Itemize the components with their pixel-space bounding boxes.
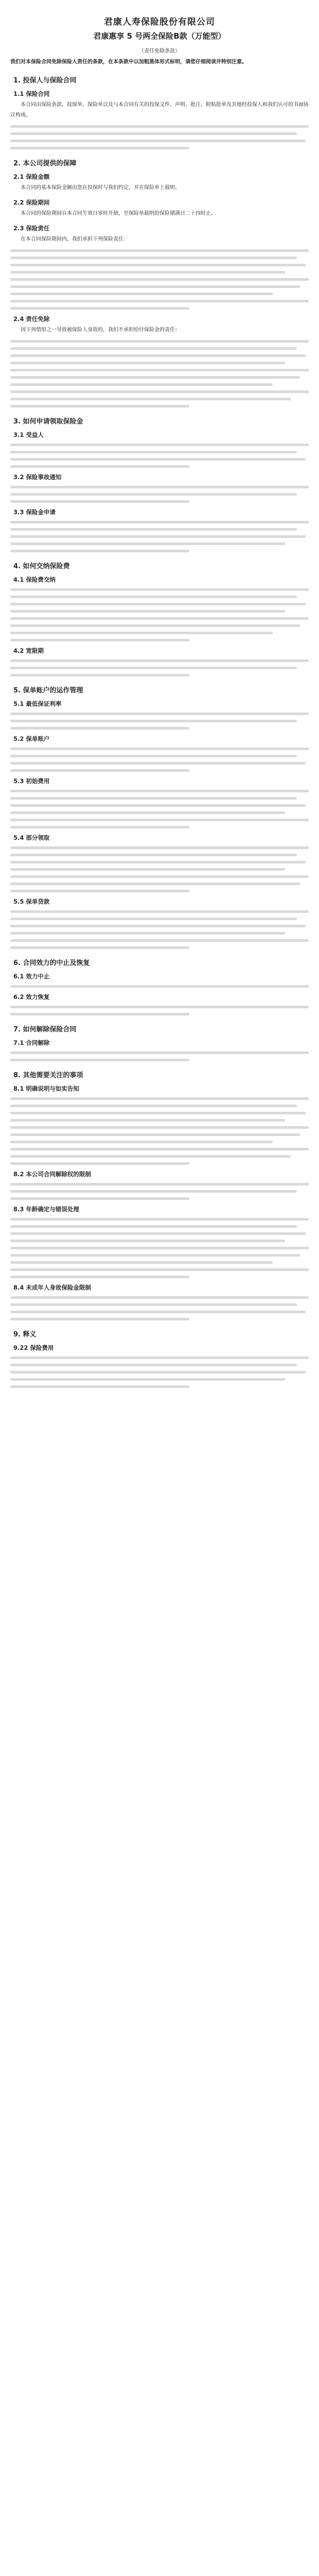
text-line <box>10 875 309 878</box>
text-line <box>10 790 309 792</box>
text-line <box>10 528 297 531</box>
text-line <box>10 1364 297 1366</box>
chapter-heading: 6. 合同效力的中止及恢复 <box>13 959 90 967</box>
text-line <box>10 1126 309 1129</box>
text-line <box>10 667 297 669</box>
text-line <box>10 939 309 942</box>
article-heading: 3.3 保险金申请 <box>13 508 56 516</box>
text-line <box>10 1133 300 1136</box>
text-line <box>10 1357 309 1359</box>
illegible-text-block <box>10 444 309 468</box>
text-line <box>10 854 297 856</box>
text-line <box>10 811 285 814</box>
text-line <box>10 376 300 379</box>
chapter-heading: 3. 如何申请领取保险金 <box>13 417 83 426</box>
text-line <box>10 278 309 281</box>
text-line <box>10 451 297 453</box>
paragraph: 本合同的保险期间自本合同生效日零时开始，至保险单载明的保险期满日二十四时止。 <box>21 210 216 216</box>
text-line <box>10 249 309 252</box>
text-line <box>10 1097 309 1100</box>
text-line <box>10 946 189 949</box>
text-line <box>10 125 309 128</box>
text-line <box>10 1240 285 1242</box>
text-line <box>10 819 309 821</box>
text-line <box>10 285 300 288</box>
illegible-text-block <box>10 486 309 503</box>
text-line <box>10 458 306 461</box>
text-line <box>10 1218 309 1221</box>
chapter-heading: 4. 如何交纳保险费 <box>13 562 70 570</box>
text-line <box>10 596 297 598</box>
text-line <box>10 1276 189 1278</box>
text-line <box>10 659 309 662</box>
text-line <box>10 610 285 613</box>
article-heading: 8.1 明确说明与如实告知 <box>13 1084 79 1092</box>
text-line <box>10 588 309 591</box>
illegible-text-block <box>10 340 309 408</box>
article-heading: 2.1 保险金额 <box>13 173 50 180</box>
text-line <box>10 140 306 142</box>
illegible-text-block <box>10 125 309 149</box>
article-heading: 6.1 效力中止 <box>13 972 50 980</box>
text-line <box>10 925 306 927</box>
text-line <box>10 543 285 545</box>
text-line <box>10 1311 306 1313</box>
text-line <box>10 1247 309 1249</box>
text-line <box>10 1225 297 1228</box>
text-line <box>10 1268 309 1271</box>
text-line <box>10 486 309 488</box>
article-heading: 9.22 保险费用 <box>13 1344 54 1351</box>
chapter-heading: 1. 投保人与保险合同 <box>13 76 77 84</box>
document-body <box>10 75 309 1388</box>
text-line <box>10 918 297 920</box>
text-line <box>10 910 309 913</box>
product-title: 君康惠享 5 号两全保险B款（万能型） <box>93 31 226 41</box>
text-line <box>10 465 189 468</box>
clause-note: （责任免除条款） <box>139 48 180 54</box>
text-line <box>10 300 309 302</box>
text-line <box>10 1162 189 1165</box>
illegible-text-block <box>10 790 309 828</box>
text-line <box>10 713 309 715</box>
article-heading: 8.2 本公司合同解除权的限制 <box>13 1170 91 1178</box>
text-line <box>10 271 285 274</box>
text-line <box>10 1013 189 1015</box>
text-line <box>10 362 285 364</box>
text-line <box>10 307 189 310</box>
text-line <box>10 293 273 295</box>
text-line <box>10 846 309 849</box>
text-line <box>10 868 285 871</box>
text-line <box>10 755 297 757</box>
text-line <box>10 1190 297 1193</box>
chapter-heading: 8. 其他需要关注的事项 <box>13 1071 83 1079</box>
article-heading: 2.2 保险期间 <box>13 198 50 206</box>
article-heading: 2.3 保险责任 <box>13 224 50 232</box>
text-line <box>10 391 309 393</box>
text-line <box>10 769 189 772</box>
text-line <box>10 826 189 828</box>
text-line <box>10 264 306 266</box>
illegible-text-block <box>10 846 309 892</box>
text-line <box>10 1112 306 1114</box>
text-line <box>10 1232 306 1235</box>
text-line <box>10 632 273 634</box>
article-heading: 3.2 保险事故通知 <box>13 473 62 481</box>
text-line <box>10 617 309 620</box>
text-line <box>10 369 309 371</box>
text-line <box>10 1052 309 1054</box>
article-heading: 3.1 受益人 <box>13 431 44 438</box>
text-line <box>10 985 309 988</box>
paragraph: 因下列情形之一导致被保险人身故的，我们不承担给付保险金的责任： <box>21 327 180 333</box>
article-heading: 5.4 部分领取 <box>13 834 50 841</box>
text-line <box>10 762 306 765</box>
text-line <box>10 340 309 343</box>
text-line <box>10 1318 189 1320</box>
text-line <box>10 1059 189 1061</box>
text-line <box>10 1371 306 1374</box>
text-line <box>10 535 306 538</box>
article-heading: 4.2 宽限期 <box>13 647 44 654</box>
article-heading: 6.2 效力恢复 <box>13 993 50 1001</box>
text-line <box>10 603 306 605</box>
text-line <box>10 405 189 408</box>
text-line <box>10 257 297 259</box>
illegible-text-block <box>10 1006 309 1015</box>
text-line <box>10 1148 309 1150</box>
company-title: 君康人寿保险股份有限公司 <box>104 17 215 27</box>
text-line <box>10 674 189 676</box>
text-line <box>10 521 309 523</box>
article-heading: 4.1 保险费交纳 <box>13 575 56 583</box>
text-line <box>10 1261 273 1264</box>
article-heading: 5.3 初始费用 <box>13 777 50 785</box>
article-heading: 8.3 年龄确定与错误处理 <box>13 1205 79 1213</box>
illegible-text-block <box>10 1183 309 1200</box>
text-line <box>10 444 309 446</box>
text-line <box>10 147 189 149</box>
illegible-text-block <box>10 910 309 949</box>
text-line <box>10 1303 297 1306</box>
paragraph: 本合同由保险条款、投保单、保险单以及与本合同有关的投保文件、声明、批注、附贴批单及其他经投保人和我们认可的书面协议构成。 <box>10 101 309 118</box>
chapter-heading: 9. 释义 <box>13 1330 37 1338</box>
text-line <box>10 500 189 503</box>
article-heading: 2.4 责任免除 <box>13 315 50 323</box>
text-line <box>10 861 306 863</box>
article-heading: 5.1 最低保证利率 <box>13 700 62 707</box>
article-heading: 1.1 保险合同 <box>13 90 50 97</box>
illegible-text-block <box>10 1296 309 1320</box>
text-line <box>10 1105 297 1107</box>
intro-notice: 我们对本保险合同免除保险人责任的条款，在本条款中以加粗黑体形式标明，请您仔细阅读并特别注意。 <box>10 59 247 65</box>
illegible-text-block <box>10 659 309 676</box>
text-line <box>10 1141 273 1143</box>
illegible-text-block <box>10 1357 309 1388</box>
text-line <box>10 1385 189 1388</box>
text-line <box>10 1254 300 1257</box>
text-line <box>10 1119 285 1122</box>
text-line <box>10 748 309 750</box>
text-line <box>10 890 189 892</box>
chapter-heading: 5. 保单账户的运作管理 <box>13 686 83 694</box>
text-line <box>10 639 189 641</box>
illegible-text-block <box>10 521 309 552</box>
text-line <box>10 797 297 800</box>
text-line <box>10 1006 309 1008</box>
text-line <box>10 804 306 807</box>
text-line <box>10 1378 285 1381</box>
text-line <box>10 354 306 357</box>
illegible-text-block <box>10 713 309 730</box>
article-heading: 7.1 合同解除 <box>13 1039 50 1046</box>
text-line <box>10 1197 189 1200</box>
illegible-text-block <box>10 249 309 310</box>
text-line <box>10 493 297 496</box>
text-line <box>10 727 189 730</box>
article-heading: 8.4 未成年人身故保险金限制 <box>13 1283 91 1291</box>
paragraph: 本合同的基本保险金额由您在投保时与我们约定，并在保险单上载明。 <box>21 184 180 191</box>
text-line <box>10 1183 309 1185</box>
chapter-heading: 7. 如何解除保险合同 <box>13 1025 77 1033</box>
illegible-text-block <box>10 588 309 641</box>
illegible-text-block <box>10 985 309 988</box>
illegible-text-block <box>10 748 309 772</box>
illegible-text-block <box>10 1052 309 1061</box>
text-line <box>10 1296 309 1299</box>
article-heading: 5.5 保单贷款 <box>13 897 50 905</box>
text-line <box>10 398 291 400</box>
text-line <box>10 132 297 135</box>
text-line <box>10 883 300 885</box>
text-line <box>10 720 297 722</box>
illegible-text-block <box>10 1097 309 1165</box>
text-line <box>10 550 189 552</box>
text-line <box>10 347 297 350</box>
text-line <box>10 624 300 627</box>
chapter-heading: 2. 本公司提供的保障 <box>13 159 77 167</box>
illegible-text-block <box>10 1218 309 1278</box>
text-line <box>10 1155 291 1158</box>
paragraph: 在本合同保险期间内，我们承担下列保险责任： <box>21 236 129 242</box>
text-line <box>10 932 285 935</box>
article-heading: 5.2 保单账户 <box>13 735 50 742</box>
text-line <box>10 383 273 386</box>
